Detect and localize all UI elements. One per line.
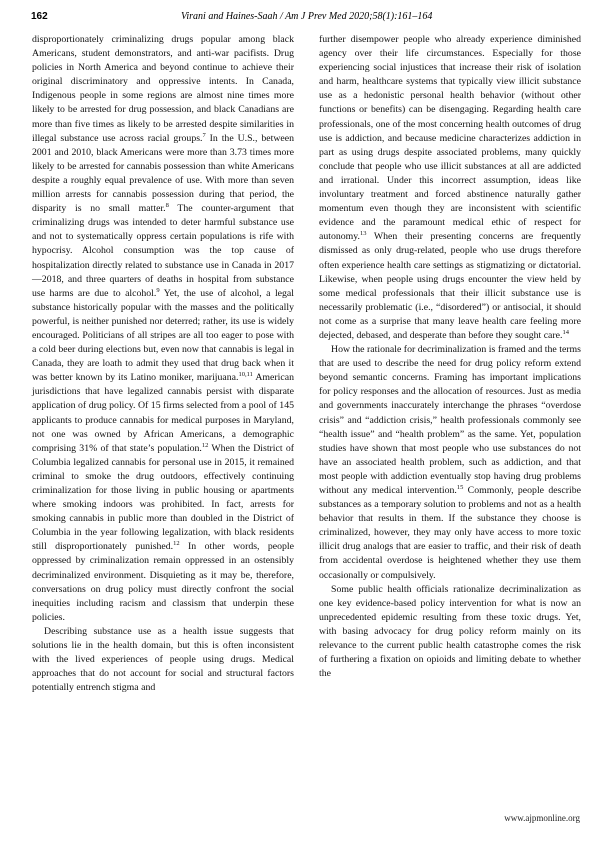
left-column xyxy=(32,33,294,695)
body-paragraph xyxy=(32,625,294,695)
citation-reference: 8 xyxy=(165,202,169,210)
paragraph-text: How the rationale for decriminalization is framed and the terms that are used to describe the need for drug policy reform extend beyond semantic concerns. Framing has important implications for policy responses and the allocation of resources. Just as media and governments inaccurately interchange the phrases “overdose crisis” and “addiction crisis,” health professionals commonly see “health issue” and “health problem” as the same. Yet, population studies have shown that most people who use substances do not have an associated health problem, such as addiction, and that most people with addiction eventually stop having drug problems without any medical intervention. xyxy=(319,344,581,496)
page-header xyxy=(31,11,582,25)
citation-reference: 10,11 xyxy=(238,371,253,379)
citation-reference: 12 xyxy=(173,540,180,548)
paragraph-text: In other words, people oppressed by criminalization remain oppressed in an ostensibly decriminalized environment. Disquieting as it may be, therefore, conversations on drug policy must directly confront the social inequities including racism and classism that underpin these policies. xyxy=(32,541,294,623)
paragraph-text: In the U.S., between 2001 and 2010, black Americans were more than 3.73 times more likely to be arrested for cannabis possession than white Americans despite a roughly equal prevalence of use. With more than seven million arrests for cannabis possession during that period, the disparity is no small matter. xyxy=(32,132,294,215)
body-paragraph xyxy=(319,33,581,343)
paragraph-text: disproportionately criminalizing drugs popular among black Americans, student demonstrators, and anti-war pacifists. Drug policies in North America and beyond continue to achieve their original discriminatory and oppressive intents. In Canada, Indigenous people in some regions are almost nine times more likely to be arrested for drug possession, and black Canadians are more than five times as likely to be arrested despite similarities in illegal substance use across racial groups. xyxy=(32,34,294,144)
citation-reference: 12 xyxy=(201,441,209,449)
footer-url: www.ajpmonline.org xyxy=(504,813,580,823)
citation-reference: 15 xyxy=(456,484,464,491)
paragraph-text: When the District of Columbia legalized cannabis for personal use in 2015, it remained criminal to smoke the drug outdoors, effectively continuing criminalization for those living in public housing or apartments where smoking indoors was prohibited. In fact, arrests for smoking cannabis in public more than doubled in the District of Columbia in the year following legalization, with black residents still disproportionately punished. xyxy=(32,442,294,553)
paragraph-text: The counter-argument that criminalizing drugs was intended to deter harmful substance use and not to systematically oppress certain populations is rife with hypocrisy. Alcohol consumption was the top cause of hospitalization directly related to substance use in Canada in 2017—2018, and three quarters of deaths in hospital from substance use harms are due to alcohol. xyxy=(32,203,294,299)
body-paragraph xyxy=(32,33,294,625)
citation-reference: 7 xyxy=(202,131,206,139)
paragraph-text: When their presenting concerns are frequently dismissed as only drug-related, people who use drugs therefore often experience health care settings as stigmatizing or dictatorial. Likewise, when people using drugs encounter the view held by some medical professionals that their illicit substance use is necessarily problematic (i.e., “disordered”) or antisocial, it should not come as a surprise that many leave health care feeling more dejected, debased, and desperate than before they sought care. xyxy=(319,231,581,341)
paragraph-text: further disempower people who already experience diminished agency over their life circumstances. Especially for those experiencing social injustices that increase their risk of isolation and harm, healthcare systems that typically view illicit substance use as a hedonistic personal health behavior (without other functions or benefits) can be disengaging. Regarding health care professionals, one of the most concerning health outcomes of drug use is addiction, and because medicine characterizes addiction in part as using drugs despite associated problems, many quickly conclude that people who use illicit substances at all are addicted and irrational. Under this incorrect assumption, ideas like involuntary treatment and forced abstinence naturally gather momentum even though they are inconsistent with scientific evidence and the paramount medical ethic of respect for autonomy. xyxy=(319,34,581,243)
paragraph-text: Describing substance use as a health issue suggests that solutions lie in the health domain, but this is often inconsistent with the lived experiences of people using drugs. Medical approaches that do not account for social and structural factors potentially entrench stigma and xyxy=(32,625,294,694)
body-paragraph xyxy=(319,343,581,583)
citation-reference: 13 xyxy=(360,230,367,238)
paragraph-text: Yet, the use of alcohol, a legal substance historically popular with the masses and the politically powerful, is neither punished nor deterred; rather, its use is widely encouraged. Politicians of all stripes are all too eager to pose with a cold beer during elections but, even now that cannabis is legal in Canada, they are loath to admit they used that drug back when it was better known by its Latino moniker, marijuana. xyxy=(32,287,294,384)
right-column xyxy=(319,33,581,681)
paragraph-text: Some public health officials rationalize decriminalization as one key evidence-based policy intervention for what is now an unprecedented epidemic resulting from these toxic drugs. Yet, with basing advocacy for drug policy reform mainly on its relevance to the current public health catastrophe comes the risk of furthering a fixation on opioids and limiting debate to whether the xyxy=(319,583,581,680)
running-head: Virani and Haines-Saah / Am J Prev Med 2020;58(1):161–164 xyxy=(181,11,433,22)
body-paragraph xyxy=(319,583,581,682)
paragraph-text: American jurisdictions that have legalized cannabis persist with disparate application of drug policy. Of 15 firms selected from a pool of 145 applicants to produce cannabis for medical purposes in Maryland, not one was owned by African Americans, a demographic comprising 31% of that state’s population. xyxy=(32,372,294,454)
citation-reference: 14 xyxy=(562,328,569,336)
page-number: 162 xyxy=(31,11,48,22)
citation-reference: 9 xyxy=(156,286,160,294)
paragraph-text: Commonly, people describe substances as a temporary solution to problems and not as a health behavior that results in them. If the substance they choose is criminalized, however, they may only have access to more toxic illicit drug analogs that are easier to traffic, and their risk of death from accidental overdose is heightened whether they use them occasionally or compulsively. xyxy=(319,485,581,581)
